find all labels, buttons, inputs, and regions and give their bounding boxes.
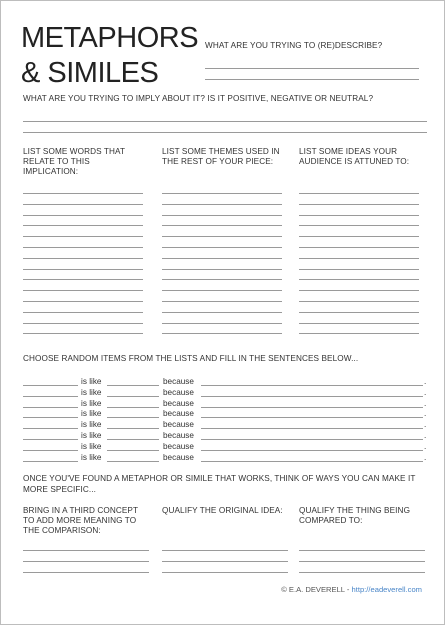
qualify-original-label: QUALIFY THE ORIGINAL IDEA: <box>162 506 283 515</box>
describe-answer-line-1[interactable] <box>205 68 419 69</box>
list-blank-line[interactable] <box>299 225 419 226</box>
list-blank-line[interactable] <box>23 247 143 248</box>
list-blank-line[interactable] <box>162 204 282 205</box>
list-blank-line[interactable] <box>162 269 282 270</box>
list-blank-line[interactable] <box>299 204 419 205</box>
is-like-text: is like <box>81 387 102 397</box>
specific-instruction-label: ONCE YOU'VE FOUND A METAPHOR OR SIMILE THAT WORKS, THINK OF WAYS YOU CAN MAKE IT MORE SPECIFIC... <box>23 474 416 494</box>
list-blank-line[interactable] <box>299 290 419 291</box>
list-blank-line[interactable] <box>162 312 282 313</box>
specific-blank-line[interactable] <box>23 550 149 551</box>
reason-blank[interactable] <box>201 385 423 386</box>
list-blank-line[interactable] <box>23 204 143 205</box>
sentence-period: . <box>424 409 427 419</box>
list-blank-line[interactable] <box>162 215 282 216</box>
comparison-blank[interactable] <box>107 396 159 397</box>
subject-blank[interactable] <box>23 396 78 397</box>
comparison-blank[interactable] <box>107 450 159 451</box>
themes-list-label: LIST SOME THEMES USED IN THE REST OF YOUR PIECE: <box>162 147 280 166</box>
comparison-blank[interactable] <box>107 407 159 408</box>
sentence-row <box>23 399 427 409</box>
list-blank-line[interactable] <box>299 236 419 237</box>
footer-copyright: © E.A. DEVERELL - <box>281 585 352 594</box>
list-blank-line[interactable] <box>23 323 143 324</box>
list-blank-line[interactable] <box>23 279 143 280</box>
list-blank-line[interactable] <box>23 333 143 334</box>
implication-answer-line-2[interactable] <box>23 132 427 133</box>
is-like-text: is like <box>81 377 102 386</box>
subject-blank[interactable] <box>23 439 78 440</box>
ideas-list-label: LIST SOME IDEAS YOUR AUDIENCE IS ATTUNED TO: <box>299 147 410 166</box>
footer-link[interactable]: http://eadeverell.com <box>351 585 422 594</box>
reason-blank[interactable] <box>201 396 423 397</box>
list-blank-line[interactable] <box>162 323 282 324</box>
is-like-text: is like <box>81 441 102 451</box>
qualify-compared-label: QUALIFY THE THING BEING COMPARED TO: <box>299 506 411 525</box>
list-blank-line[interactable] <box>299 279 419 280</box>
specific-blank-line[interactable] <box>162 550 288 551</box>
reason-blank[interactable] <box>201 450 423 451</box>
sentence-row <box>23 442 427 452</box>
sentence-row <box>23 388 427 398</box>
list-blank-line[interactable] <box>23 215 143 216</box>
because-text: because <box>163 420 194 430</box>
list-blank-line[interactable] <box>162 333 282 334</box>
list-blank-line[interactable] <box>299 269 419 270</box>
sentence-period: . <box>424 377 427 386</box>
subject-blank[interactable] <box>23 461 78 462</box>
because-text: because <box>163 387 194 397</box>
specific-blank-line[interactable] <box>299 561 425 562</box>
sentence-period: . <box>424 431 427 440</box>
sentence-period: . <box>424 398 427 408</box>
because-text: because <box>163 441 194 451</box>
reason-blank[interactable] <box>201 428 423 429</box>
comparison-blank[interactable] <box>107 385 159 386</box>
list-blank-line[interactable] <box>299 193 419 194</box>
list-blank-line[interactable] <box>162 279 282 280</box>
reason-blank[interactable] <box>201 417 423 418</box>
is-like-text: is like <box>81 431 102 440</box>
sentence-period: . <box>424 452 427 462</box>
implication-question-label: WHAT ARE YOU TRYING TO IMPLY ABOUT IT? IS IT POSITIVE, NEGATIVE OR NEUTRAL? <box>23 94 374 103</box>
sentence-row <box>23 377 427 387</box>
footer-credit <box>281 585 422 595</box>
reason-blank[interactable] <box>201 407 423 408</box>
sentence-row <box>23 409 427 419</box>
subject-blank[interactable] <box>23 450 78 451</box>
specific-blank-line[interactable] <box>299 572 425 573</box>
list-blank-line[interactable] <box>23 193 143 194</box>
list-blank-line[interactable] <box>162 247 282 248</box>
list-blank-line[interactable] <box>162 258 282 259</box>
subject-blank[interactable] <box>23 385 78 386</box>
specific-blank-line[interactable] <box>299 550 425 551</box>
comparison-blank[interactable] <box>107 417 159 418</box>
list-blank-line[interactable] <box>162 193 282 194</box>
sentence-row <box>23 431 427 441</box>
because-text: because <box>163 452 194 462</box>
list-blank-line[interactable] <box>299 333 419 334</box>
list-blank-line[interactable] <box>23 269 143 270</box>
list-blank-line[interactable] <box>299 323 419 324</box>
specific-blank-line[interactable] <box>162 572 288 573</box>
because-text: because <box>163 377 194 386</box>
list-blank-line[interactable] <box>23 258 143 259</box>
worksheet-title <box>21 21 198 91</box>
specific-blank-line[interactable] <box>23 572 149 573</box>
because-text: because <box>163 398 194 408</box>
comparison-blank[interactable] <box>107 439 159 440</box>
comparison-blank[interactable] <box>107 461 159 462</box>
list-blank-line[interactable] <box>23 290 143 291</box>
is-like-text: is like <box>81 409 102 419</box>
sentence-period: . <box>424 441 427 451</box>
subject-blank[interactable] <box>23 428 78 429</box>
comparison-blank[interactable] <box>107 428 159 429</box>
because-text: because <box>163 409 194 419</box>
title-line-1: METAPHORS <box>21 22 199 54</box>
words-list-label: LIST SOME WORDS THAT RELATE TO THIS IMPLICATION: <box>23 147 125 176</box>
sentence-period: . <box>424 420 427 430</box>
list-blank-line[interactable] <box>23 236 143 237</box>
because-text: because <box>163 431 194 440</box>
describe-question-label: WHAT ARE YOU TRYING TO (RE)DESCRIBE? <box>205 41 383 50</box>
is-like-text: is like <box>81 452 102 462</box>
reason-blank[interactable] <box>201 461 423 462</box>
list-blank-line[interactable] <box>162 225 282 226</box>
specific-blank-line[interactable] <box>23 561 149 562</box>
subject-blank[interactable] <box>23 417 78 418</box>
list-blank-line[interactable] <box>23 225 143 226</box>
sentence-row <box>23 453 427 463</box>
title-line-2: & SIMILES <box>21 57 159 89</box>
list-blank-line[interactable] <box>23 312 143 313</box>
describe-answer-line-2[interactable] <box>205 79 419 80</box>
third-concept-label: BRING IN A THIRD CONCEPT TO ADD MORE MEANING TO THE COMPARISON: <box>23 506 138 535</box>
list-blank-line[interactable] <box>162 290 282 291</box>
is-like-text: is like <box>81 420 102 430</box>
specific-blank-line[interactable] <box>162 561 288 562</box>
list-blank-line[interactable] <box>162 301 282 302</box>
list-blank-line[interactable] <box>299 258 419 259</box>
reason-blank[interactable] <box>201 439 423 440</box>
subject-blank[interactable] <box>23 407 78 408</box>
list-blank-line[interactable] <box>299 301 419 302</box>
list-blank-line[interactable] <box>299 312 419 313</box>
sentence-row <box>23 420 427 430</box>
sentences-instruction-label: CHOOSE RANDOM ITEMS FROM THE LISTS AND FILL IN THE SENTENCES BELOW... <box>23 354 359 363</box>
list-blank-line[interactable] <box>162 236 282 237</box>
list-blank-line[interactable] <box>299 247 419 248</box>
sentence-period: . <box>424 387 427 397</box>
implication-answer-line-1[interactable] <box>23 121 427 122</box>
list-blank-line[interactable] <box>299 215 419 216</box>
list-blank-line[interactable] <box>23 301 143 302</box>
is-like-text: is like <box>81 398 102 408</box>
